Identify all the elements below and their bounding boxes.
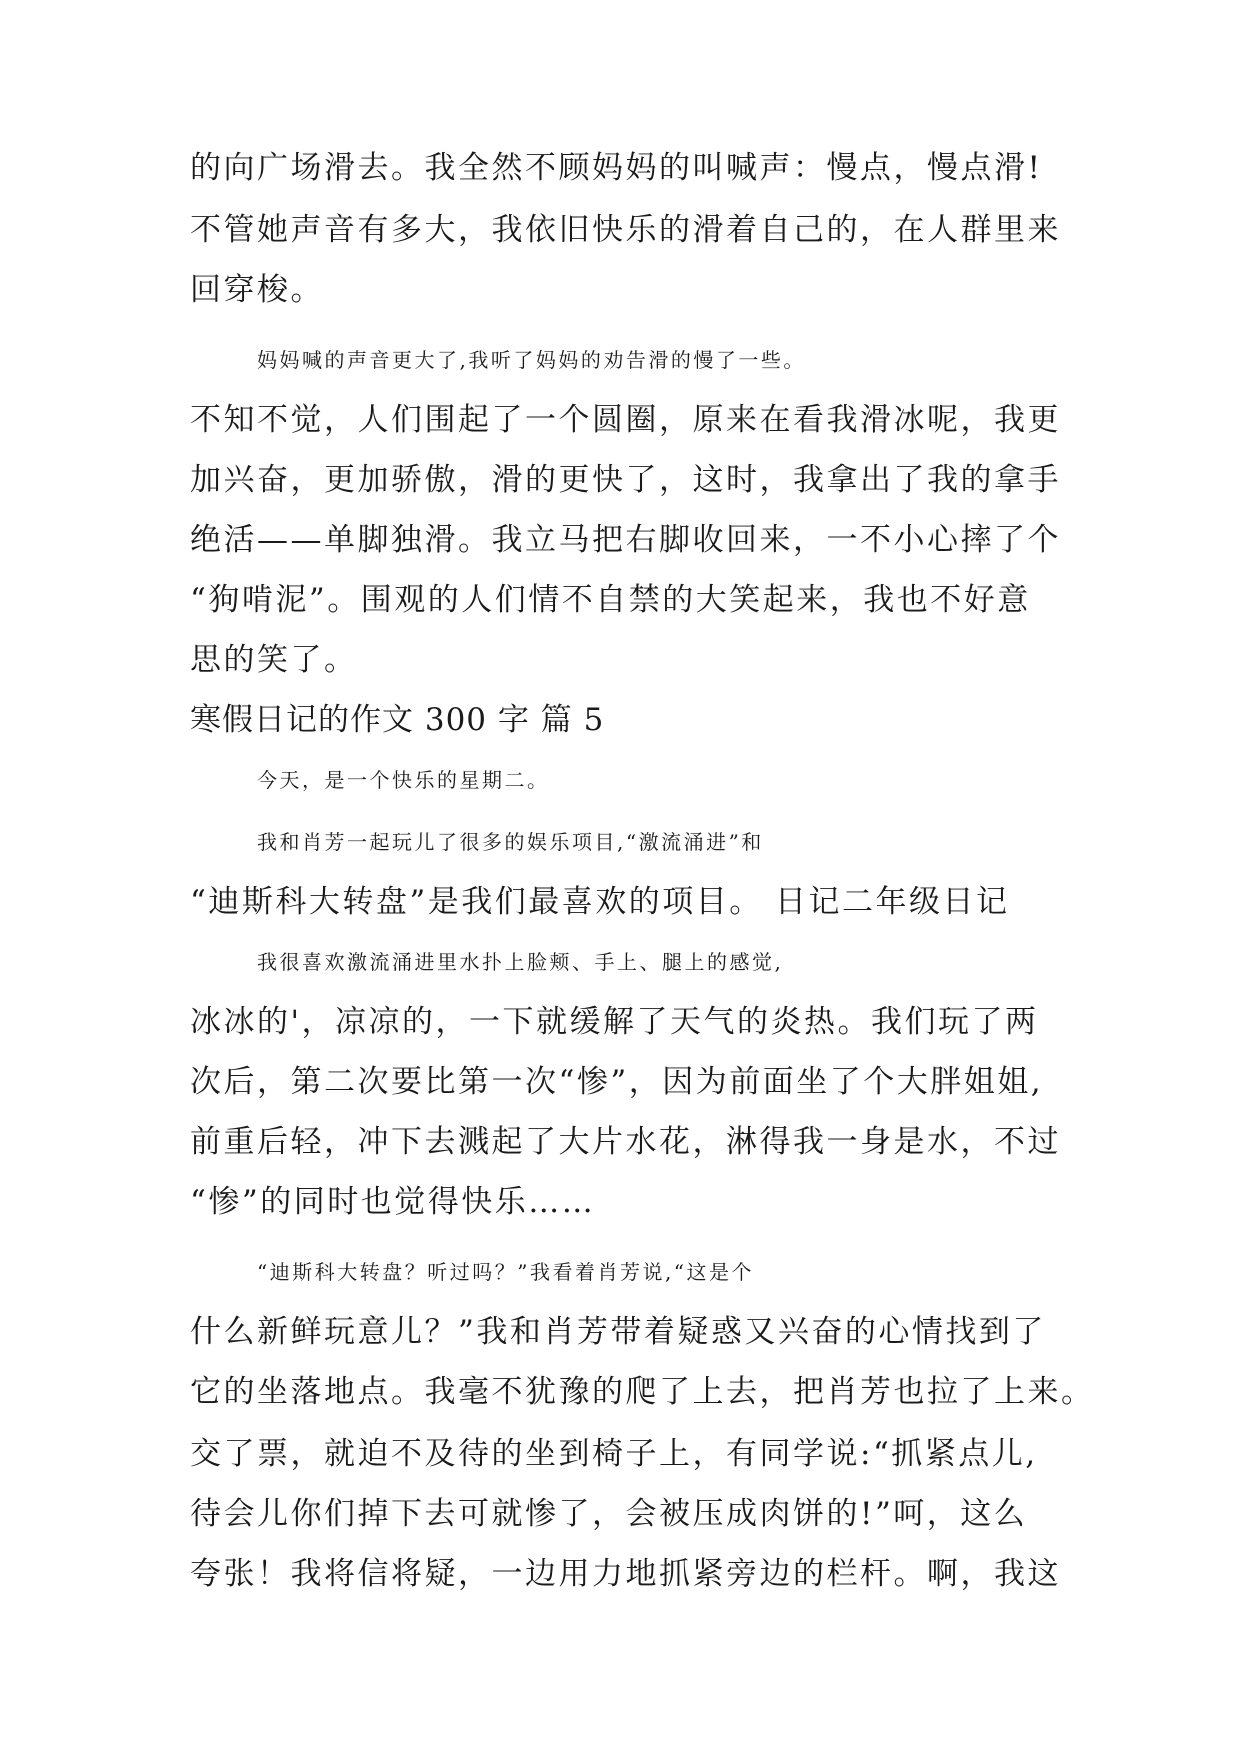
text-line: “狗啃泥”。围观的人们情不自禁的大笑起来，我也不好意 — [190, 582, 1031, 618]
text-line: “惨”的同时也觉得快乐…… — [190, 1184, 596, 1220]
text-line: 不管她声音有多大，我依旧快乐的滑着自己的，在人群里来 — [190, 212, 1061, 248]
text-line: 绝活——单脚独滑。我立马把右脚收回来，一不小心摔了个 — [190, 522, 1061, 558]
text-line: 加兴奋，更加骄傲，滑的更快了，这时，我拿出了我的拿手 — [190, 462, 1061, 498]
text-line: 次后，第二次要比第一次“惨”，因为前面坐了个大胖姐姐, — [190, 1064, 1044, 1100]
text-line: 夸张！我将信将疑，一边用力地抓紧旁边的栏杆。啊，我这 — [190, 1556, 1061, 1592]
paragraph-start: 今天，是一个快乐的星期二。 — [257, 768, 550, 792]
section-heading: 寒假日记的作文 300 字 篇 5 — [190, 702, 605, 738]
text-line: 的向广场滑去。我全然不顾妈妈的叫喊声：慢点，慢点滑! — [190, 150, 1043, 186]
paragraph-start: 我和肖芳一起玩儿了很多的娱乐项目,“激流涌进”和 — [257, 830, 764, 854]
paragraph-start: “迪斯科大转盘？听过吗？”我看着肖芳说,“这是个 — [257, 1260, 755, 1284]
paragraph-start: 我很喜欢激流涌进里水扑上脸颊、手上、腿上的感觉, — [257, 950, 784, 974]
text-line: 冰冰的'，凉凉的，一下就缓解了天气的炎热。我们玩了两 — [190, 1004, 1039, 1040]
text-line: 不知不觉，人们围起了一个圆圈，原来在看我滑冰呢，我更 — [190, 402, 1061, 438]
text-line: 待会儿你们掉下去可就惨了，会被压成肉饼的!”呵，这么 — [190, 1496, 1028, 1532]
text-line: “迪斯科大转盘”是我们最喜欢的项目。 日记二年级日记 — [190, 884, 1010, 920]
text-line: 前重后轻，冲下去溅起了大片水花，淋得我一身是水，不过 — [190, 1124, 1061, 1160]
paragraph-start: 妈妈喊的声音更大了,我听了妈妈的劝告滑的慢了一些。 — [257, 348, 806, 372]
text-line: 它的坐落地点。我毫不犹豫的爬了上去，把肖芳也拉了上来。 — [190, 1374, 1095, 1410]
text-line: 什么新鲜玩意儿？”我和肖芳带着疑惑又兴奋的心情找到了 — [190, 1314, 1046, 1350]
text-line: 交了票，就迫不及待的坐到椅子上，有同学说:“抓紧点儿, — [190, 1436, 1038, 1472]
text-line: 回穿梭。 — [190, 272, 324, 308]
text-line: 思的笑了。 — [190, 642, 358, 678]
